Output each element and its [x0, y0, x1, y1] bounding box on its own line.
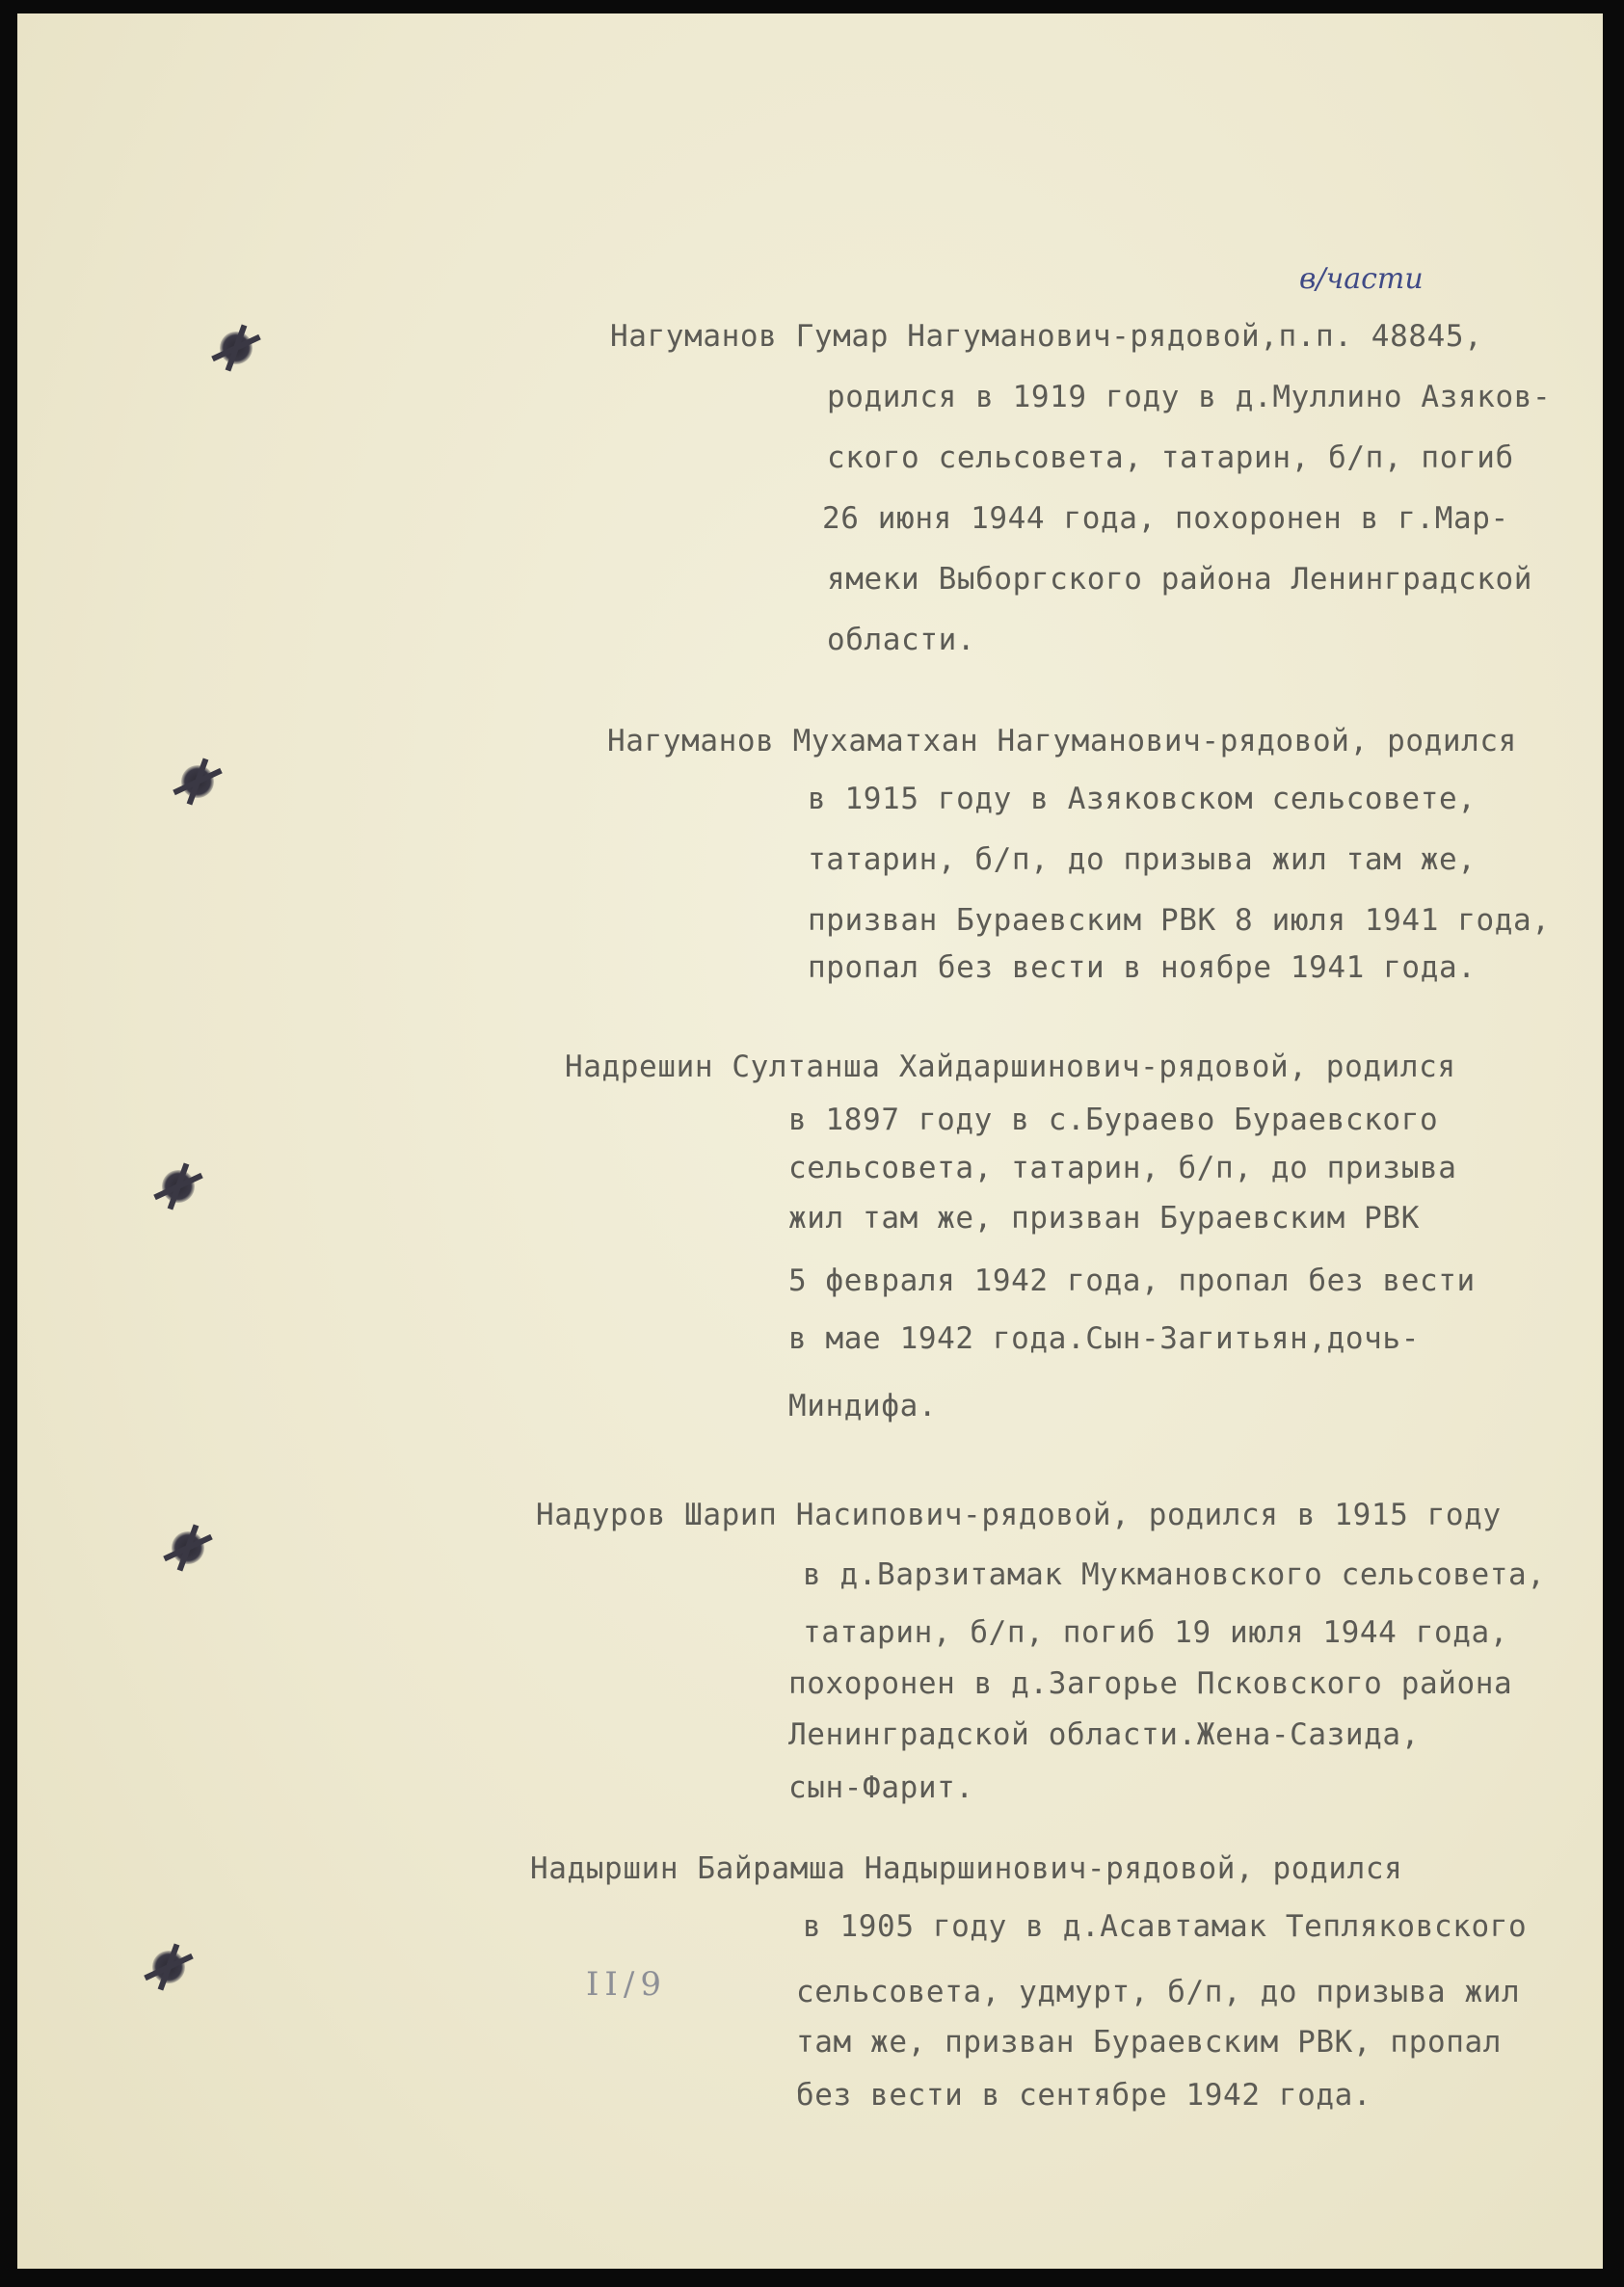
punch-hole — [220, 332, 253, 364]
entry-line: родился в 1919 году в д.Муллино Азяков- — [827, 380, 1552, 414]
entry-line: ямеки Выборгского района Ленинградской — [827, 562, 1533, 597]
entry-line: пропал без вести в ноябре 1941 года. — [808, 950, 1477, 985]
entry-line: Надуров Шарип Насипович-рядовой, родился в 1915 году — [536, 1498, 1502, 1532]
document-page — [17, 13, 1603, 2269]
punch-hole — [152, 1951, 185, 1983]
entry-line: в 1915 году в Азяковском сельсовете, — [808, 782, 1477, 816]
handwritten-annotation-side: II/9 — [586, 1965, 667, 2004]
entry-line: ского сельсовета, татарин, б/п, погиб — [827, 440, 1514, 475]
entry-line: Миндифа. — [788, 1389, 938, 1423]
entry-line: Надрешин Султанша Хайдаршинович-рядовой, родился — [565, 1050, 1456, 1084]
entry-line: в мае 1942 года.Сын-Загитьян,дочь- — [788, 1321, 1420, 1356]
entry-line: без вести в сентябре 1942 года. — [796, 2078, 1372, 2113]
entry-line: в д.Варзитамак Мукмановского сельсовета, — [803, 1557, 1546, 1592]
entry-line: Нагуманов Мухаматхан Нагуманович-рядовой, родился — [607, 724, 1517, 758]
entry-line: Надыршин Байрамша Надыршинович-рядовой, родился — [530, 1851, 1403, 1886]
punch-hole — [162, 1170, 195, 1203]
punch-hole — [181, 765, 214, 798]
entry-line: сельсовета, удмурт, б/п, до призыва жил — [796, 1975, 1521, 2009]
entry-line: сельсовета, татарин, б/п, до призыва — [788, 1151, 1457, 1185]
entry-line: сын-Фарит. — [788, 1770, 974, 1805]
entry-line: жил там же, призван Бураевским РВК — [788, 1201, 1420, 1236]
punch-hole — [172, 1531, 204, 1564]
entry-line: области. — [827, 623, 976, 657]
entry-line: 26 июня 1944 года, похоронен в г.Мар- — [822, 501, 1509, 536]
entry-line: Ленинградской области.Жена-Сазида, — [788, 1717, 1420, 1752]
entry-line: в 1897 году в с.Бураево Бураевского — [788, 1103, 1439, 1137]
entry-line: татарин, б/п, до призыва жил там же, — [808, 842, 1477, 877]
entry-line: 5 февраля 1942 года, пропал без вести — [788, 1263, 1476, 1298]
entry-line: похоронен в д.Загорье Псковского района — [788, 1666, 1513, 1701]
entry-line: там же, призван Бураевским РВК, пропал — [796, 2025, 1503, 2060]
handwritten-annotation-top: в/части — [1299, 262, 1424, 296]
entry-line: в 1905 году в д.Асавтамак Тепляковского — [803, 1909, 1528, 1944]
entry-line: призван Бураевским РВК 8 июля 1941 года, — [808, 903, 1551, 938]
entry-line: татарин, б/п, погиб 19 июля 1944 года, — [803, 1615, 1509, 1650]
entry-line: Нагуманов Гумар Нагуманович-рядовой,п.п. 48845, — [610, 319, 1483, 354]
